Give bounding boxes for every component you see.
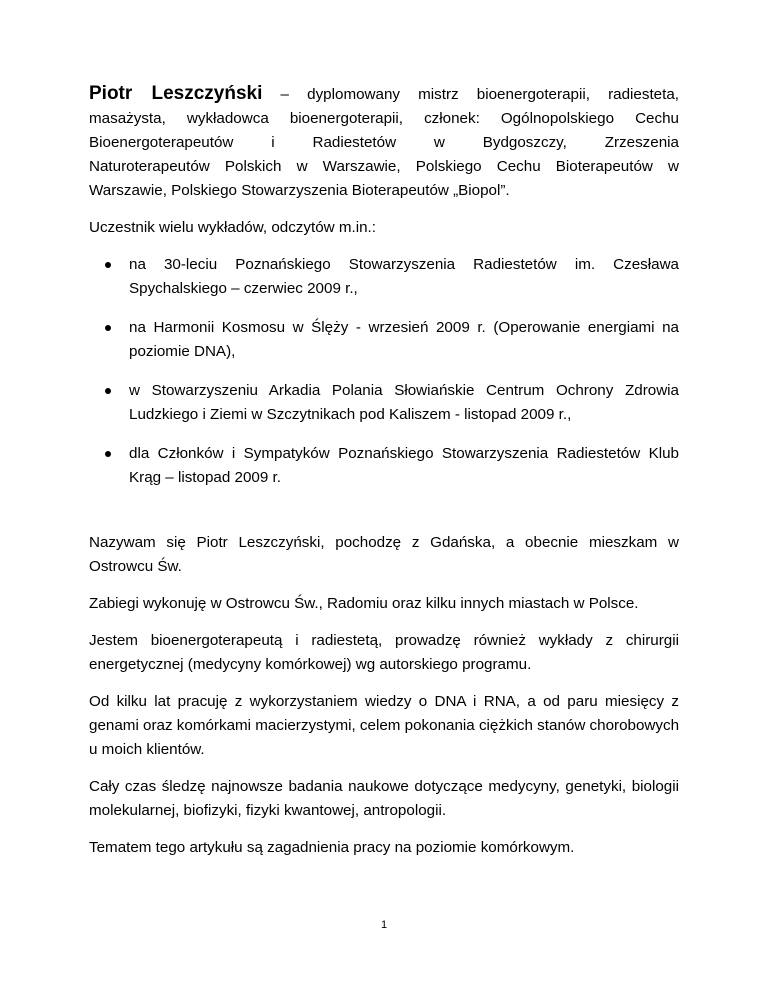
bullet-icon (105, 262, 111, 268)
paragraph: Cały czas śledzę najnowsze badania naukowe dotyczące medycyny, genetyki, biologii molekularnej, biofizyki, fizyki kwantowej, antropologii. (89, 778, 679, 819)
bullet-icon (105, 451, 111, 457)
list-item (89, 316, 679, 364)
intro-line-1 (89, 82, 679, 107)
intro-line-4: Naturoterapeutów Polskich w Warszawie, Polskiego Cechu Bioterapeutów w (89, 158, 679, 175)
list-item (89, 442, 679, 490)
paragraph: Od kilku lat pracuję z wykorzystaniem wiedzy o DNA i RNA, a od paru miesięcy z genami oraz komórkami macierzystymi, celem pokonania ciężkich stanów chorobowych u moich klientów. (89, 693, 680, 758)
lectures-heading: Uczestnik wielu wykładów, odczytów m.in.: (89, 219, 376, 236)
bullet-icon (105, 388, 111, 394)
document-page (89, 82, 679, 873)
spacer (89, 505, 679, 531)
page-number: 1 (380, 919, 388, 931)
list-item-text: na 30-leciu Poznańskiego Stowarzyszenia Radiestetów im. Czesława Spychalskiego – czerwiec 2009 r., (129, 256, 679, 297)
paragraph: Nazywam się Piotr Leszczyński, pochodzę z Gdańska, a obecnie mieszkam w Ostrowcu Św. (89, 534, 679, 575)
intro-line-3: Bioenergoterapeutów i Radiestetów w Bydgoszczy, Zrzeszenia (89, 134, 679, 151)
list-item-text: na Harmonii Kosmosu w Ślęży - wrzesień 2009 r. (Operowanie energiami na poziomie DNA), (129, 319, 679, 360)
list-item-text: w Stowarzyszeniu Arkadia Polania Słowiańskie Centrum Ochrony Zdrowia Ludzkiego i Ziemi w Szczytnikach pod Kaliszem - listopad 2009 r., (129, 382, 679, 423)
bullet-icon (105, 325, 111, 331)
author-name: Piotr Leszczyński (89, 83, 263, 104)
intro-line-5: Warszawie, Polskiego Stowarzyszenia Bioterapeutów „Biopol”. (89, 182, 510, 199)
paragraph: Jestem bioenergoterapeutą i radiestetą, prowadzę również wykłady z chirurgii energetycznej (medycyny komórkowej) wg autorskiego programu. (89, 632, 679, 673)
author-intro (89, 82, 679, 203)
list-item (89, 379, 679, 427)
intro-line-1-rest: – dyplomowany mistrz bioenergoterapii, radiesteta, (262, 86, 679, 103)
lectures-list (89, 253, 679, 490)
list-item-text: dla Członków i Sympatyków Poznańskiego Stowarzyszenia Radiestetów Klub Krąg – listopad 2009 r. (129, 445, 679, 486)
paragraph: Tematem tego artykułu są zagadnienia pracy na poziomie komórkowym. (89, 839, 575, 856)
list-item (89, 253, 679, 301)
intro-line-2: masażysta, wykładowca bioenergoterapii, członek: Ogólnopolskiego Cechu (89, 110, 679, 127)
paragraph: Zabiegi wykonuję w Ostrowcu Św., Radomiu oraz kilku innych miastach w Polsce. (89, 595, 639, 612)
